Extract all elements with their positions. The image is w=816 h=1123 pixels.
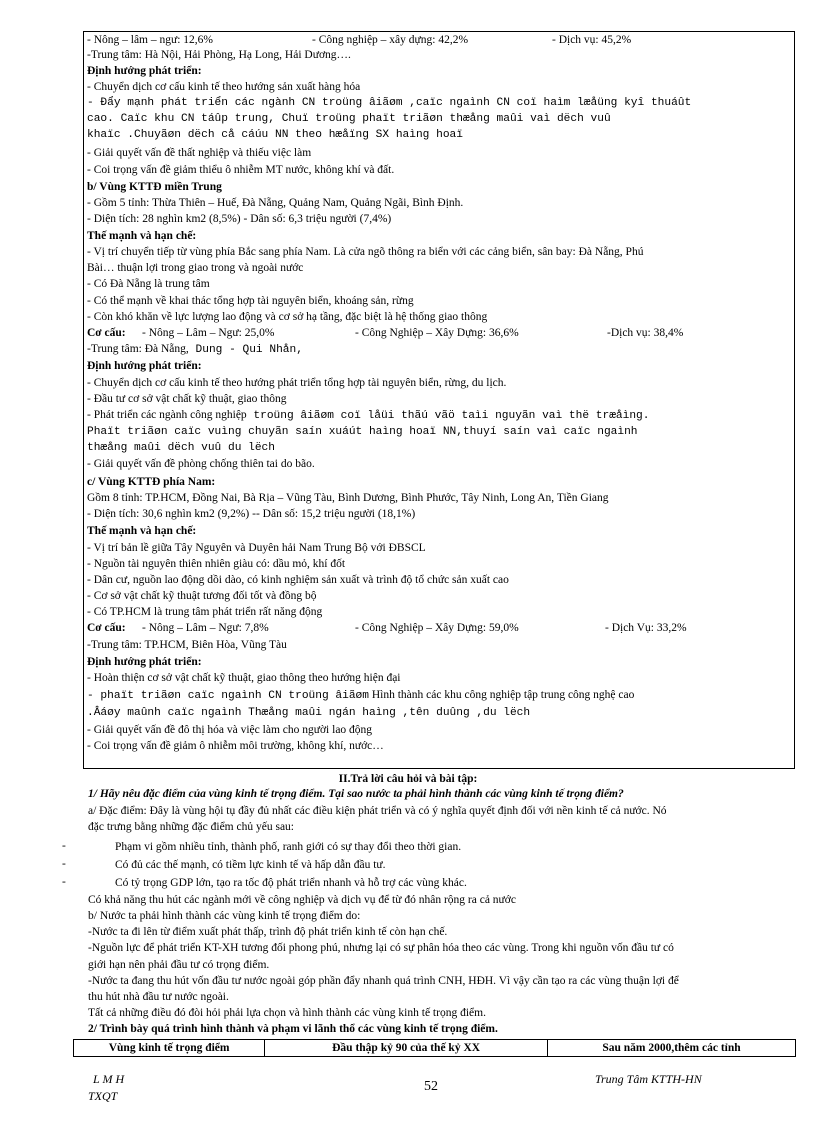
- text-line: - Giải quyết vấn đề đô thị hóa và việc làm cho người lao động: [87, 724, 373, 736]
- table-header: Đầu thập kỷ 90 của thế kỷ XX: [265, 1040, 548, 1057]
- footer-right: Trung Tâm KTTH-HN: [595, 1072, 702, 1086]
- text-line: - Giải quyết vấn đề thất nghiệp và thiếu việc làm: [87, 147, 312, 159]
- bullet-dash: -: [62, 858, 66, 870]
- text-line: - Gồm 5 tỉnh: Thừa Thiên – Huế, Đà Nẵng, Quảng Nam, Quảng Ngãi, Bình Định.: [87, 197, 464, 209]
- text-line: -Nước ta đang thu hút vốn đầu tư nước ngoài góp phần đẩy nhanh quá trình CNH, HĐH. Vì vậy cần tạo ra các vùng thuận lợi để: [88, 975, 679, 987]
- text-line: b/ Nước ta phải hình thành các vùng kinh tế trọng điểm do:: [88, 910, 361, 922]
- text-line: - Phát triển các ngành công nghiệp troüng âiãøm coï låüi thãú vãö taìi nguyãn vaì thë træåìng.: [87, 409, 650, 422]
- text-line: Tất cả những điều đó đòi hỏi phải lựa chọn và hình thành các vùng kinh tế trọng điểm.: [88, 1007, 486, 1019]
- page-number: 52: [424, 1079, 438, 1094]
- bullet-dash: -: [62, 840, 66, 852]
- text-line: - Coi trọng vấn đề giảm ô nhiễm môi trường, không khí, nước…: [87, 740, 384, 752]
- text-line: - Còn khó khăn về lực lượng lao động và cơ sở hạ tầng, đặc biệt là hệ thống giao thông: [87, 311, 488, 323]
- text-line: - Vị trí bản lề giữa Tây Nguyên và Duyên hải Nam Trung Bộ với ĐBSCL: [87, 542, 426, 554]
- table-header-row: [74, 1040, 796, 1057]
- text-line: khaïc .Chuyãøn dëch cå cáúu NN theo hæåïng SX haìng hoaï: [87, 129, 463, 141]
- text-line: - Có thể mạnh về khai thác tổng hợp tài nguyên biển, khoáng sản, rừng: [87, 295, 414, 307]
- text-line: đặc trưng bằng những đặc điểm chủ yếu sau:: [88, 821, 294, 833]
- text-line: - phaït triãøn caïc ngaình CN troüng âiãøm Hình thành các khu công nghiệp tập trung công nghệ cao: [87, 689, 635, 702]
- text-line: cao. Caïc khu CN táûp trung, Chuï troüng phaït triãøn thæång maûi vaì dëch vuû: [87, 113, 611, 125]
- text-line: .Âáøy maûnh caïc ngaình Thæång maûi ngán haìng ,tên duûng ,du lëch: [87, 707, 531, 719]
- bullet-text: Có đủ các thế mạnh, có tiềm lực kinh tế và hấp dẫn đầu tư.: [115, 859, 386, 871]
- bullet-dash: -: [62, 876, 66, 888]
- section-title-phianam: c/ Vùng KTTĐ phía Nam:: [87, 476, 216, 488]
- text-line: a/ Đặc điểm: Đây là vùng hội tụ đầy đủ nhất các điều kiện phát triển và có ý nghĩa quyết định đối với nền kinh tế cả nước. Nó: [88, 805, 667, 817]
- text-line: - Chuyển dịch cơ cấu kinh tế theo hướng phát triển tổng hợp tài nguyên biển, rừng, du lịch.: [87, 377, 507, 389]
- text-line: - Vị trí chuyển tiếp từ vùng phía Bắc sang phía Nam. Là cửa ngõ thông ra biển với các cảng biển, sân bay: Đà Nẵng, Phú: [87, 246, 644, 258]
- bullet-text: Phạm vi gồm nhiều tỉnh, thành phố, ranh giới có sự thay đổi theo thời gian.: [115, 841, 462, 853]
- subheading: Thế mạnh và hạn chế:: [87, 230, 197, 242]
- text-line: - Có Đà Nẵng là trung tâm: [87, 278, 210, 290]
- trungtam-1: -Trung tâm: Hà Nội, Hải Phòng, Hạ Long, Hải Dương….: [87, 49, 351, 61]
- text-line: - Đầu tư cơ sở vật chất kỹ thuật, giao thông: [87, 393, 287, 405]
- text-line: - Dân cư, nguồn lao động dồi dào, có kinh nghiệm sản xuất và trình độ tổ chức sản xuất cao: [87, 574, 509, 586]
- bullet-text: Có tỷ trọng GDP lớn, tạo ra tốc độ phát triển nhanh và hỗ trợ các vùng khác.: [115, 877, 467, 889]
- trungtam-2: -Trung tâm: Đà Nẵng, Dung - Qui Nhån,: [87, 343, 303, 356]
- text-line: giới hạn nên phải đầu tư có trọng điểm.: [88, 959, 270, 971]
- text-line: thæång maûi dëch vuû du lëch: [87, 442, 275, 454]
- text-line: - Hoàn thiện cơ sở vật chất kỹ thuật, giao thông theo hướng hiện đại: [87, 672, 401, 684]
- text-line: - Diện tích: 28 nghìn km2 (8,5%) - Dân số: 6,3 triệu người (7,4%): [87, 213, 392, 225]
- dinhhuong-title-1: Định hướng phát triển:: [87, 65, 202, 77]
- text-line: -Nước ta đi lên từ điểm xuất phát thấp, trình độ phát triển kinh tế còn hạn chế.: [88, 926, 448, 938]
- subheading: Thế mạnh và hạn chế:: [87, 525, 197, 537]
- question-1: 1/ Hãy nêu đặc điểm của vùng kinh tế trọng điểm. Tại sao nước ta phải hình thành các vùng kinh tế trọng điểm?: [88, 788, 624, 800]
- footer-left-1: L M H: [93, 1072, 125, 1086]
- trungtam-3: -Trung tâm: TP.HCM, Biên Hòa, Vũng Tàu: [87, 639, 287, 651]
- text-line: - Có TP.HCM là trung tâm phát triển rất năng động: [87, 606, 323, 618]
- subheading: Định hướng phát triển:: [87, 360, 202, 372]
- text-line: - Cơ sở vật chất kỹ thuật tương đối tốt và đồng bộ: [87, 590, 317, 602]
- text-line: - Đẩy mạnh phát triển các ngành CN troüng âiãøm ,caïc ngaình CN coï haìm læåüng kyî thuáût: [87, 97, 692, 109]
- text-line: - Diện tích: 30,6 nghìn km2 (9,2%) -- Dân số: 15,2 triệu người (18,1%): [87, 508, 416, 520]
- text-line: thu hút nhà đầu tư nước ngoài.: [88, 991, 229, 1003]
- subheading: Định hướng phát triển:: [87, 656, 202, 668]
- section2-heading: II.Trả lời câu hỏi và bài tập:: [338, 773, 478, 785]
- regions-table: [73, 1039, 796, 1057]
- text-line: Gồm 8 tỉnh: TP.HCM, Đồng Nai, Bà Rịa – Vũng Tàu, Bình Dương, Bình Phước, Tây Ninh, Long An, Tiền Giang: [87, 492, 609, 504]
- text-line: - Giải quyết vấn đề phòng chống thiên tai do bão.: [87, 458, 315, 470]
- table-header: Vùng kinh tế trọng điểm: [74, 1040, 265, 1057]
- text-line: - Coi trọng vấn đề giảm thiểu ô nhiễm MT nước, không khí và đất.: [87, 164, 395, 176]
- table-header: Sau năm 2000,thêm các tỉnh: [547, 1040, 795, 1057]
- text-line: Phaït triãøn caïc vuìng chuyãn saín xuáút haìng hoaï NN,thuyí saín vaì caïc ngaình: [87, 426, 638, 438]
- text-line: Có khả năng thu hút các ngành mới về công nghiệp và dịch vụ để từ đó nhân rộng ra cả nước: [88, 894, 516, 906]
- text-line: - Chuyển dịch cơ cấu kinh tế theo hướng sản xuất hàng hóa: [87, 81, 361, 93]
- question-2: 2/ Trình bày quá trình hình thành và phạm vi lãnh thổ các vùng kinh tế trọng điểm.: [88, 1023, 498, 1035]
- section-title-mientrung: b/ Vùng KTTĐ miền Trung: [87, 181, 222, 193]
- text-line: - Nguồn tài nguyên thiên nhiên giàu có: dầu mỏ, khí đốt: [87, 558, 346, 570]
- text-line: -Nguồn lực để phát triển KT-XH tương đối phong phú, nhưng lại có sự phân hóa theo các vùng. Trong khi nguồn vốn đầu tư có: [88, 942, 674, 954]
- footer-left-2: TXQT: [88, 1089, 118, 1103]
- text-line: Bài… thuận lợi trong giao trong và ngoài nước: [87, 262, 304, 274]
